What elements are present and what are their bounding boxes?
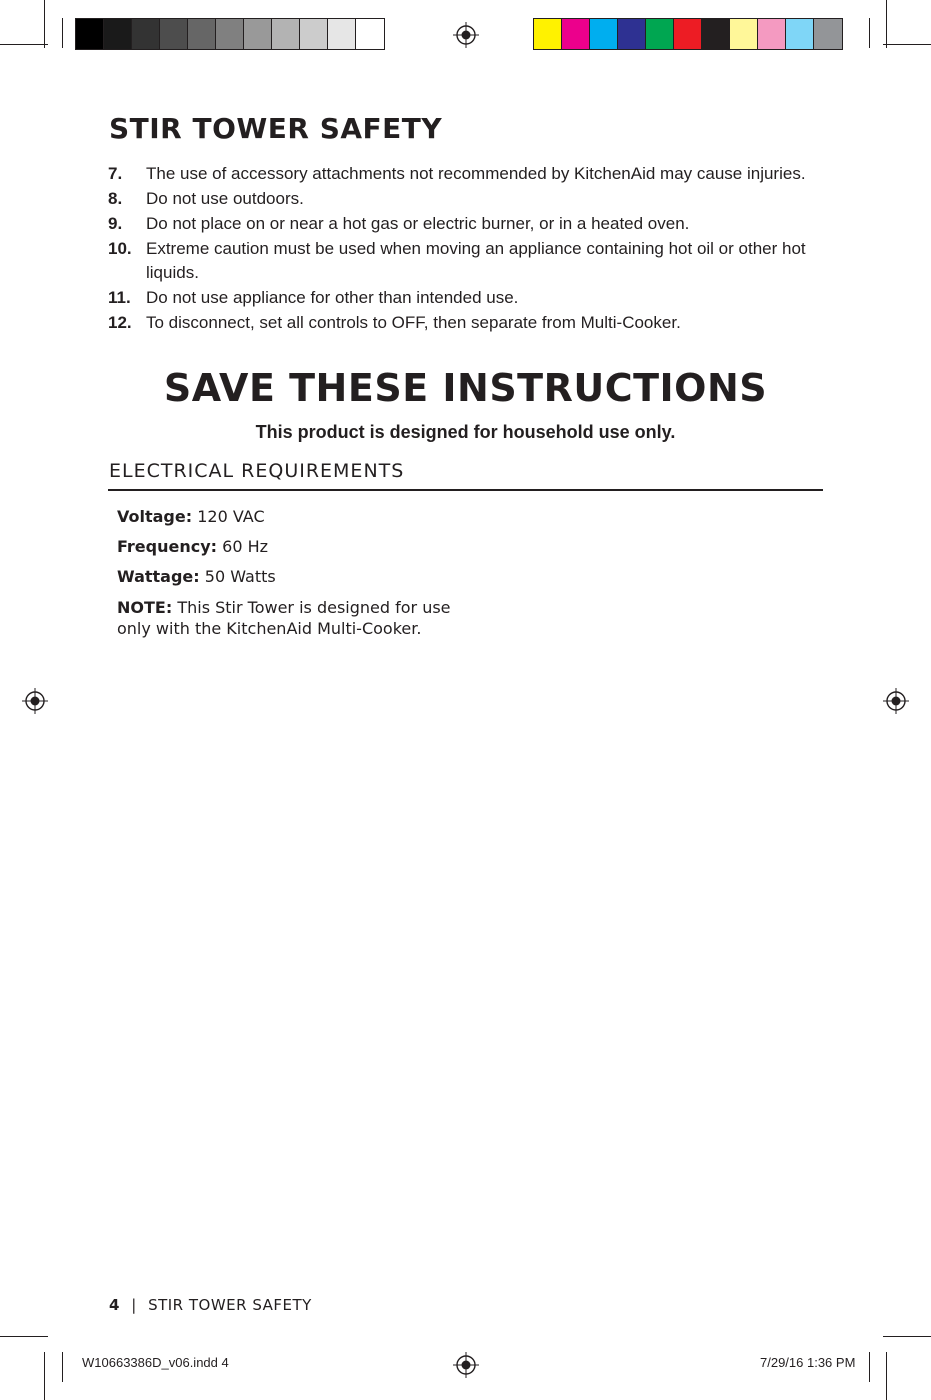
crop-mark <box>44 0 45 48</box>
voltage-label: Voltage: <box>117 507 193 526</box>
safety-item <box>108 286 808 310</box>
safety-item-text: Do not use outdoors. <box>146 189 304 208</box>
crop-mark <box>62 1352 63 1382</box>
color-swatch <box>786 19 814 49</box>
color-swatch <box>702 19 730 49</box>
safety-item-number: 7. <box>108 164 123 183</box>
wattage-label: Wattage: <box>117 567 200 586</box>
crop-mark <box>0 1336 48 1337</box>
crop-mark <box>883 44 931 45</box>
voltage-spec <box>117 507 265 526</box>
color-swatch <box>814 19 842 49</box>
frequency-label: Frequency: <box>117 537 218 556</box>
safety-item-text: To disconnect, set all controls to OFF, then separate from Multi-Cooker. <box>146 313 681 332</box>
safety-item-number: 9. <box>108 214 123 233</box>
slug-timestamp: 7/29/16 1:36 PM <box>760 1355 856 1370</box>
safety-item <box>108 162 808 186</box>
grayscale-color-bar <box>75 18 385 50</box>
registration-mark-icon <box>453 22 479 48</box>
note-label: NOTE: <box>117 598 173 617</box>
safety-item <box>108 237 808 285</box>
safety-list <box>108 162 808 336</box>
color-swatch <box>674 19 702 49</box>
voltage-value: 120 VAC <box>197 507 265 526</box>
color-swatch <box>534 19 562 49</box>
safety-item-number: 11. <box>108 288 131 307</box>
safety-item-number: 12. <box>108 313 132 332</box>
gray-swatch <box>300 19 328 49</box>
gray-swatch <box>244 19 272 49</box>
gray-swatch <box>356 19 384 49</box>
safety-item-number: 8. <box>108 189 123 208</box>
registration-mark-icon <box>22 688 48 714</box>
safety-item-number: 10. <box>108 239 132 258</box>
color-swatch <box>590 19 618 49</box>
crop-mark <box>886 0 887 48</box>
section-divider <box>108 489 823 491</box>
save-instructions-heading: SAVE THESE INSTRUCTIONS <box>163 366 768 410</box>
frequency-spec <box>117 537 268 556</box>
page-footer <box>109 1296 312 1314</box>
slug-filename: W10663386D_v06.indd 4 <box>82 1355 229 1370</box>
footer-section: STIR TOWER SAFETY <box>148 1296 312 1314</box>
gray-swatch <box>132 19 160 49</box>
household-use-note: This product is designed for household use only. <box>255 422 676 442</box>
gray-swatch <box>76 19 104 49</box>
crop-mark <box>44 1352 45 1400</box>
color-swatch <box>730 19 758 49</box>
footer-separator: | <box>131 1296 137 1314</box>
electrical-requirements-heading: ELECTRICAL REQUIREMENTS <box>109 460 405 482</box>
section-title: STIR TOWER SAFETY <box>109 112 443 145</box>
safety-item-text: Do not use appliance for other than intended use. <box>146 288 519 307</box>
registration-mark-icon <box>883 688 909 714</box>
gray-swatch <box>104 19 132 49</box>
color-swatch <box>646 19 674 49</box>
safety-item-text: Do not place on or near a hot gas or electric burner, or in a heated oven. <box>146 214 690 233</box>
crop-mark <box>883 1336 931 1337</box>
process-color-bar <box>533 18 843 50</box>
registration-mark-icon <box>453 1352 479 1378</box>
crop-mark <box>62 18 63 48</box>
gray-swatch <box>328 19 356 49</box>
color-swatch <box>758 19 786 49</box>
wattage-value: 50 Watts <box>204 567 276 586</box>
page-number: 4 <box>109 1296 120 1314</box>
note-text: This Stir Tower is designed for use only with the KitchenAid Multi-Cooker. <box>117 598 451 638</box>
safety-item-text: The use of accessory attachments not recommended by KitchenAid may cause injuries. <box>146 164 806 183</box>
crop-mark <box>869 1352 870 1382</box>
compatibility-note <box>117 597 477 639</box>
gray-swatch <box>216 19 244 49</box>
color-swatch <box>618 19 646 49</box>
safety-item-text: Extreme caution must be used when moving an appliance containing hot oil or other hot liquids. <box>146 239 806 282</box>
wattage-spec <box>117 567 276 586</box>
gray-swatch <box>160 19 188 49</box>
safety-item <box>108 311 808 335</box>
crop-mark <box>869 18 870 48</box>
crop-mark <box>886 1352 887 1400</box>
color-swatch <box>562 19 590 49</box>
gray-swatch <box>188 19 216 49</box>
crop-mark <box>0 44 48 45</box>
safety-item <box>108 187 808 211</box>
frequency-value: 60 Hz <box>222 537 269 556</box>
gray-swatch <box>272 19 300 49</box>
safety-item <box>108 212 808 236</box>
